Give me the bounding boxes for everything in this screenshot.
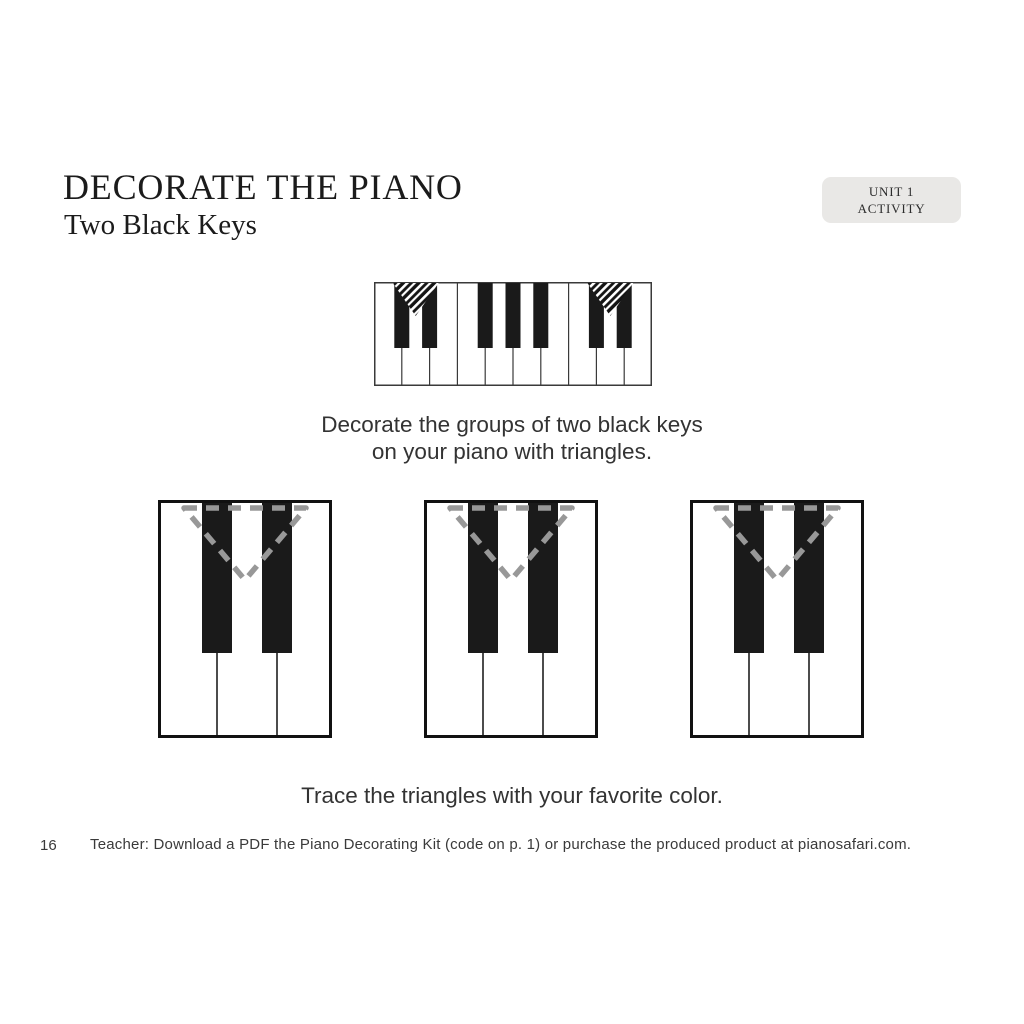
black-key <box>794 503 824 653</box>
practice-box <box>690 500 864 738</box>
badge-activity-label: ACTIVITY <box>857 201 926 216</box>
decorate-instruction <box>0 411 1024 465</box>
black-key <box>533 283 548 348</box>
black-key <box>734 503 764 653</box>
keyboard-illustration <box>374 282 652 386</box>
black-key <box>528 503 558 653</box>
practice-box-outline <box>426 502 597 737</box>
black-key <box>262 503 292 653</box>
trace-instruction: Trace the triangles with your favorite color. <box>301 783 723 808</box>
decorate-instruction-line1: Decorate the groups of two black keys <box>321 412 703 437</box>
black-key <box>202 503 232 653</box>
black-key <box>478 283 493 348</box>
black-key <box>506 283 521 348</box>
keyboard-svg <box>374 282 652 386</box>
practice-boxes-row <box>158 500 864 738</box>
unit-activity-badge <box>822 177 961 223</box>
practice-box-outline <box>692 502 863 737</box>
practice-box <box>158 500 332 738</box>
decorate-instruction-line2: on your piano with triangles. <box>371 439 653 464</box>
page-number: 16 <box>40 837 57 854</box>
teacher-note: Teacher: Download a PDF the Piano Decorating Kit (code on p. 1) or purchase the produced product at pianosafari.com. <box>90 836 912 853</box>
page-title: DECORATE THE PIANO <box>63 167 463 207</box>
badge-unit-label: UNIT 1 <box>868 184 915 199</box>
black-key <box>468 503 498 653</box>
practice-box-outline <box>160 502 331 737</box>
practice-box <box>424 500 598 738</box>
page-subtitle: Two Black Keys <box>64 209 257 241</box>
